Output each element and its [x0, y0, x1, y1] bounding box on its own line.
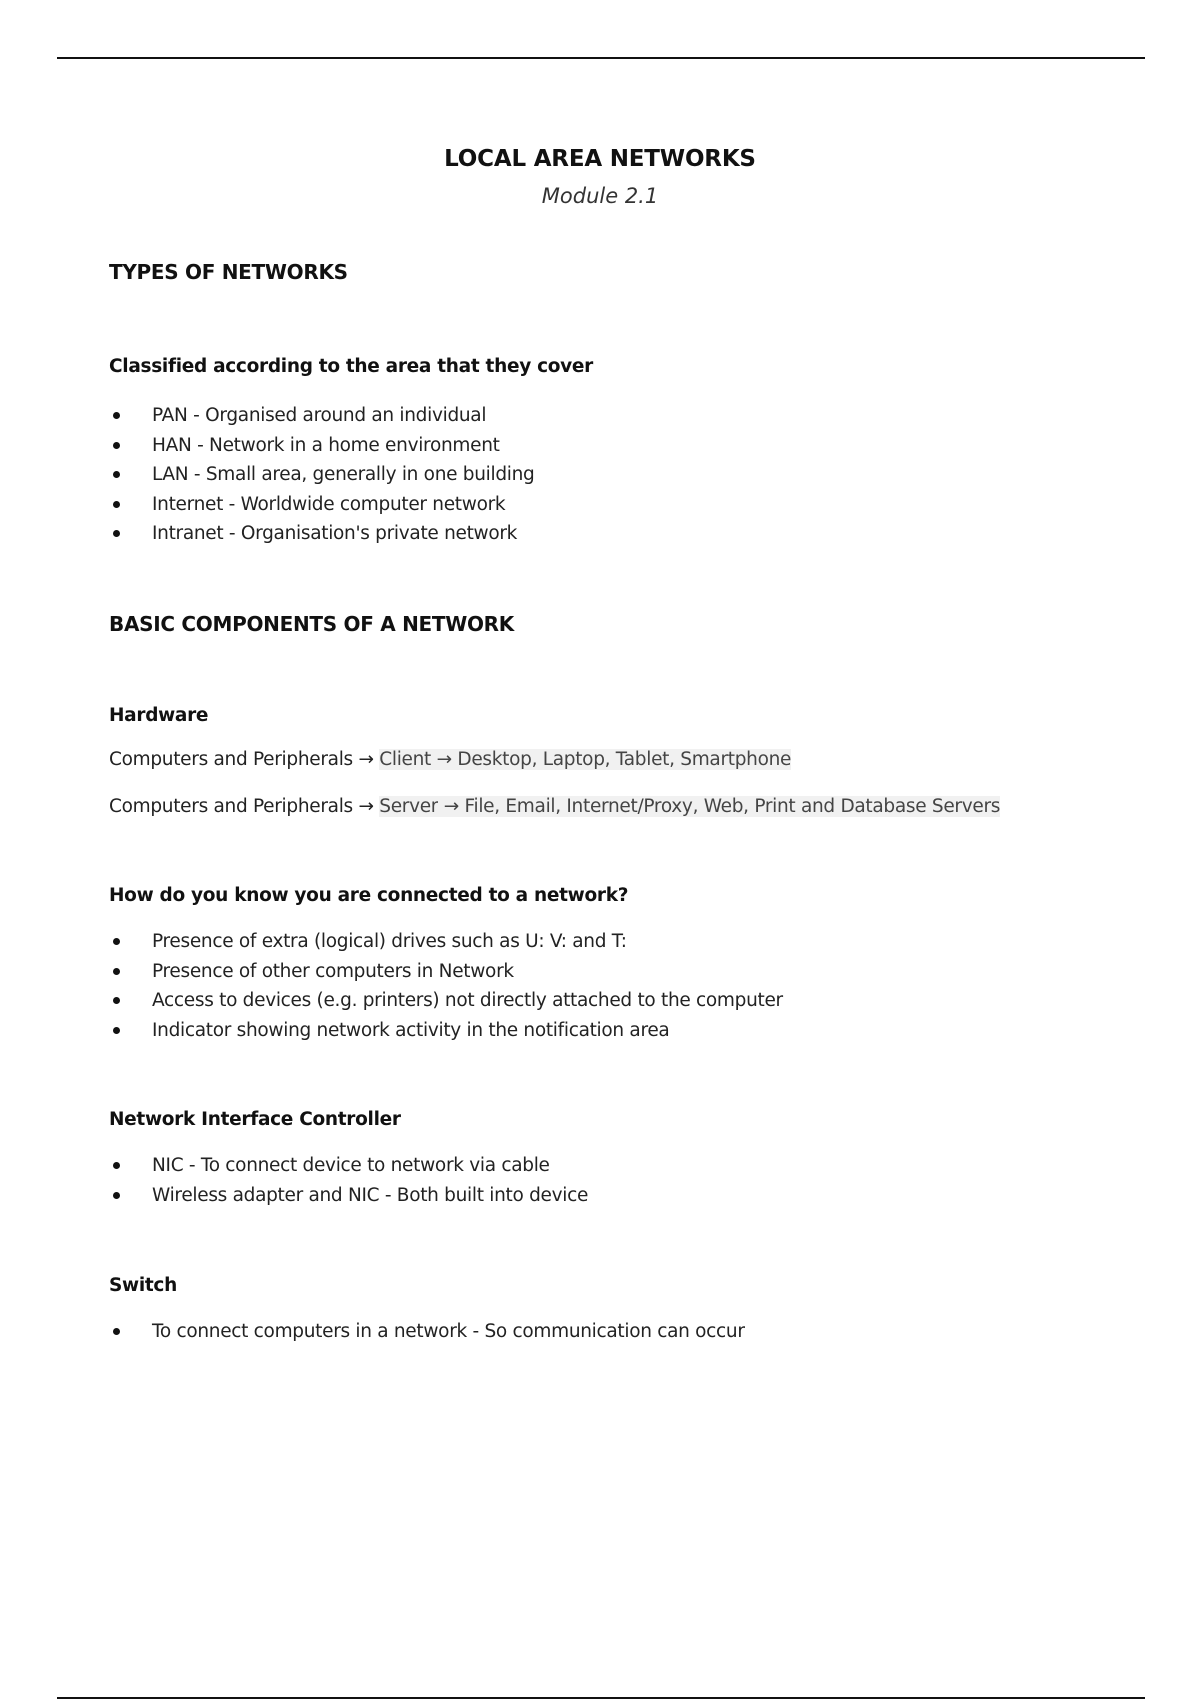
document-title: LOCAL AREA NETWORKS — [444, 146, 756, 172]
document-subtitle: Module 2.1 — [541, 184, 659, 208]
bullet-icon — [113, 471, 120, 478]
bullet-icon — [113, 501, 120, 508]
bullet-icon — [113, 1328, 120, 1335]
bullet-icon — [113, 938, 120, 945]
subheading-hardware: Hardware — [109, 705, 209, 726]
bullet-icon — [113, 442, 120, 449]
arrow-right-icon: → — [352, 749, 380, 770]
bullet-icon — [113, 1027, 120, 1034]
arrow-right-icon: → — [438, 796, 465, 817]
hardware-client-line: Computers and Peripherals → Client → Desktop, Laptop, Tablet, Smartphone — [109, 749, 792, 770]
arrow-right-icon: → — [352, 796, 380, 817]
footer-rule — [57, 1697, 1145, 1699]
section-heading-components: BASIC COMPONENTS OF A NETWORK — [109, 612, 514, 636]
bullet-icon — [113, 1162, 120, 1169]
arrow-right-icon: → — [431, 749, 458, 770]
bullet-icon — [113, 412, 120, 419]
hardware-server-line: Computers and Peripherals → Server → File, Email, Internet/Proxy, Web, Print and Database Servers — [109, 796, 1001, 817]
subheading-classified: Classified according to the area that they cover — [109, 356, 593, 377]
section-heading-types: TYPES OF NETWORKS — [109, 260, 348, 284]
bullet-icon — [113, 968, 120, 975]
subheading-connected: How do you know you are connected to a network? — [109, 885, 629, 906]
subheading-nic: Network Interface Controller — [109, 1109, 401, 1130]
subheading-switch: Switch — [109, 1275, 177, 1296]
bullet-icon — [113, 1192, 120, 1199]
bullet-icon — [113, 530, 120, 537]
header-rule — [57, 57, 1145, 59]
bullet-icon — [113, 997, 120, 1004]
